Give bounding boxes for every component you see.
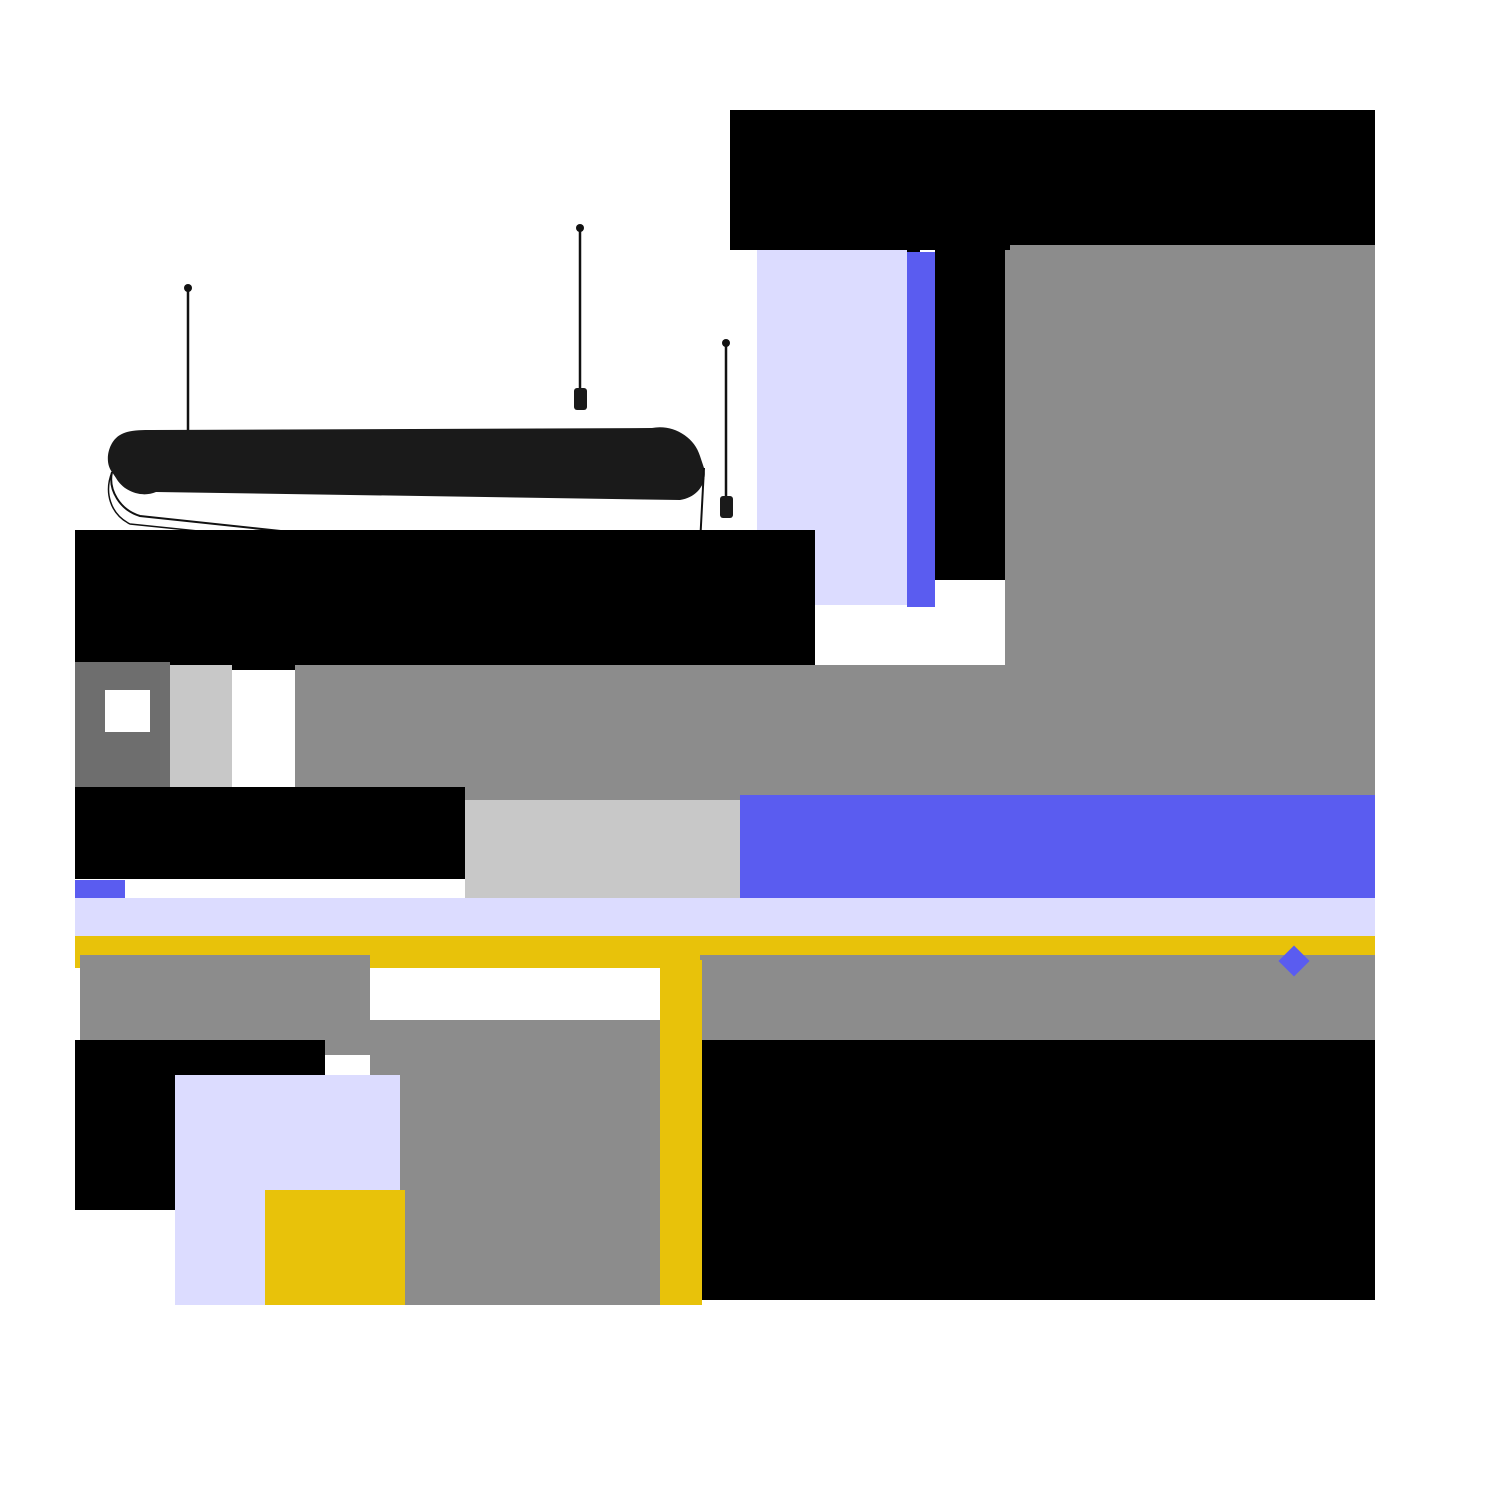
header-notch-dark	[760, 110, 920, 255]
texture-row	[1040, 423, 1290, 434]
cable-gripper-right	[720, 496, 733, 518]
texture-row	[1046, 491, 1346, 502]
bar-pale-blue-strip	[75, 898, 1375, 936]
footer-gray-right	[700, 955, 1375, 1050]
texture-row	[1052, 508, 1262, 519]
cable-anchor-right	[722, 339, 730, 347]
cable-anchor-center	[576, 224, 584, 232]
column-black-inner	[935, 250, 1005, 580]
texture-row	[1046, 389, 1321, 400]
tile-yellow-edge	[265, 1190, 405, 1305]
footer-black-right	[700, 1040, 1375, 1300]
row-gray-light-mid	[465, 800, 740, 898]
column-gray-vertical	[370, 1020, 660, 1305]
texture-row	[1052, 406, 1362, 417]
column-yellow-vertical	[660, 960, 702, 1305]
swatch-white-inner	[105, 690, 150, 732]
texture-row	[1046, 440, 1336, 451]
luminaire-body-top	[108, 427, 705, 500]
column-blue-accent	[907, 252, 935, 607]
bar-blue-accent	[740, 795, 1375, 900]
cable-gripper-center	[574, 388, 587, 410]
texture-row	[1040, 474, 1280, 485]
swatch-gray-light	[170, 665, 232, 787]
cable-anchor-left	[184, 284, 192, 292]
row-black-second	[75, 787, 465, 879]
texture-row	[1052, 457, 1317, 468]
body-black-left	[75, 530, 815, 670]
texture-row	[1040, 372, 1340, 383]
